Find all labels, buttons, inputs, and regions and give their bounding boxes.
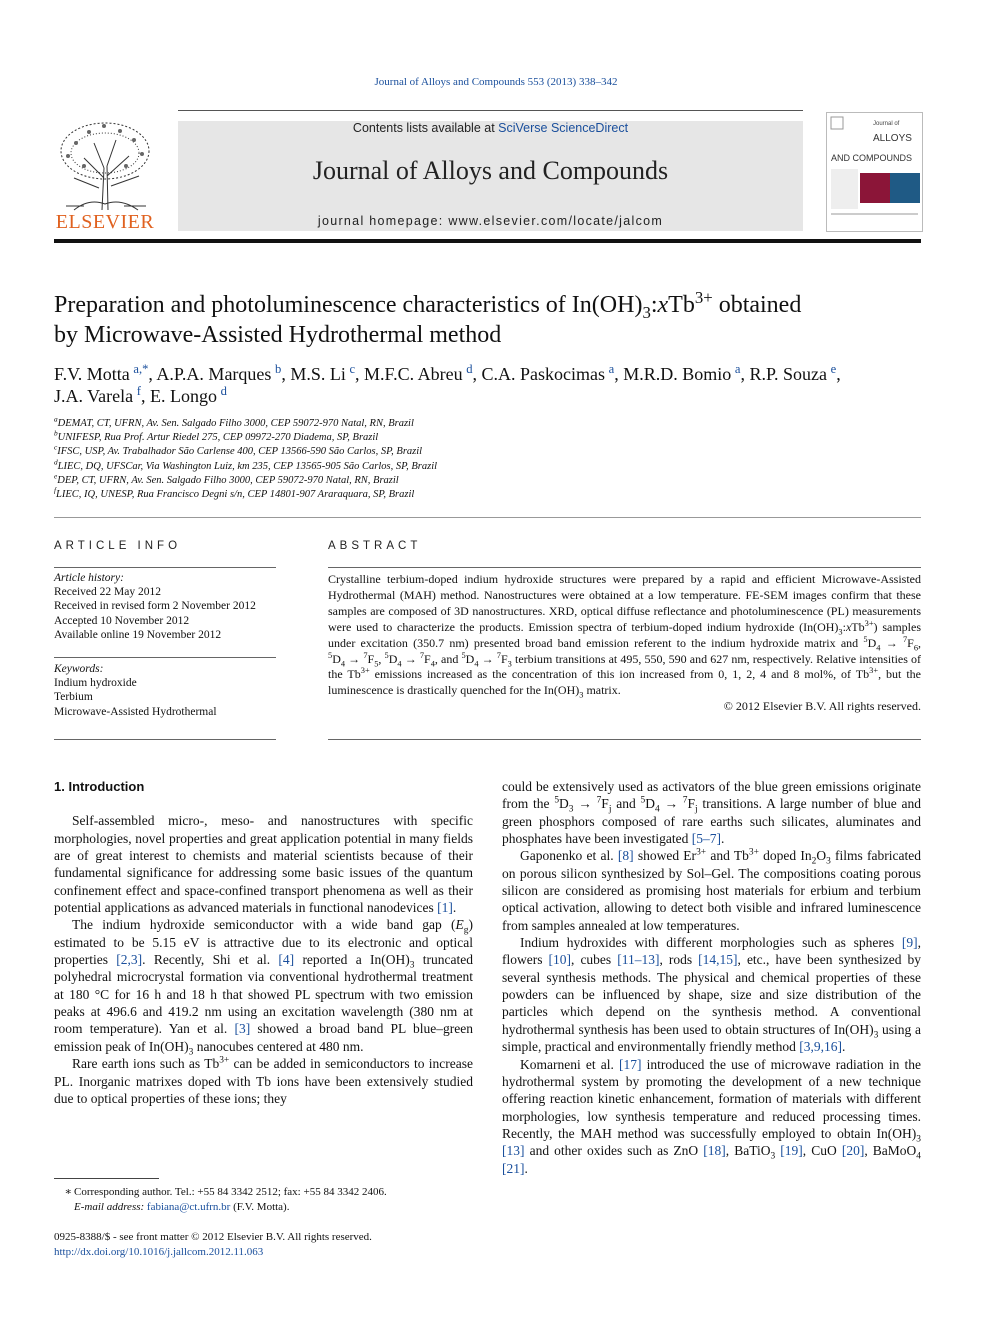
author: R.P. Souza $^e$, [749,362,841,384]
history-item: Received in revised form 2 November 2012 [54,600,256,613]
citation-link[interactable]: [20] [841,1143,865,1159]
paragraph: The indium hydroxide semiconductor with a wide band gap $(E_g)$ estimated to be 5.15 eV is attractive due to its electronic and optical properties [2,3]. Recently, Shi et al. [4] reported a $In(OH)_3$ truncated polyhedral microcrystal formation via conventional hydrothermal treatment at 180 °C for 16 h and 18 h that showed PL spectrum with two emission peaks at 496.6 and 419.2 nm using an excitation wavelength (380 nm at room temperature). Yan et al. [3] showed a broad band PL blue–green emission peak of $In(OH)_3$ nanocubes centered at 480 nm. [54,917,473,1058]
affiliation: $^c$IFSC, USP, Av. Trabalhador São Carlense 400, CEP 13566-590 São Carlos, SP, Brazil [54,442,423,458]
citation-link[interactable]: [17] [619,1056,642,1072]
paragraph: Komarneni et al. [17] introduced the use of microwave radiation in the hydrothermal system by promoting the development of a new technique offering reaction kinetic enhancement, formation of materials with different morphologies, low synthesis temperature and reduced processing times. Recently, the MAH method was successfully employed to obtain $In(OH)_3$ [13] and other oxides such as ZnO [18], BaTiO$_3$ [19], CuO [20], BaMoO$_4$ [21]. [502,1056,922,1176]
author: M.S. Li $^c$, [290,362,365,384]
abstract-body: Crystalline terbium-doped indium hydroxide structures were prepared by a rapid and efficient Microwave-Assisted Hydrothermal (MAH) method. Nanostructures were obtained at a low temperature. FE-SEM images confirm that these samples are composed of 3D nanostructures. XRD, optical diffuse reflectance and photoluminescence (PL) measurements were used to characterize the products. Emission spectra of terbium-doped indium hydroxide $(In(OH)_3:xTb^{3+})$ samples under excitation (350.7 nm) presented broad band emission referent to the indium hydroxide matrix and $^5D_4 \to ^7F_6$, $^5D_4 \to ^7F_5$, $^5D_4 \to ^7F_4$, and $^5D_4 \to ^7F_3$ terbium transitions at 495, 550, 590 and 627 nm, respectively. Relative intensities of the $Tb^{3+}$ emissions increased as the concentration of this ion increased from 0, 1, 2, 4 and 8 mol%, of $Tb^{3+}$, but the luminescence is drastically quenched for the $In(OH)_3$ matrix. © 2012 Elsevier B.V. All rights reserved. [328,572,922,714]
author: F.V. Motta $^{a,*}$, [54,362,157,384]
citation-link[interactable]: [11–13] [617,952,660,968]
email-owner: (F.V. Motta). [233,1200,290,1213]
title-text: obtained [712,292,802,318]
citation-link[interactable]: [3,9,16] [799,1039,843,1055]
abstract-copyright: © 2012 Elsevier B.V. All rights reserved. [723,699,921,714]
paragraph: could be extensively used as activators of the blue green emissions originate from the $^5D_3 \to ^7F_j$ and $^5D_4 \to ^7F_j$ transitions. A large number of blue and green phosphors composed of rare earths such silicates, aluminates and phosphates have been investigated [5–7]. [502,779,921,847]
affiliation-link[interactable]: a [734,362,741,376]
affiliation-link[interactable]: a [608,362,615,376]
contents-line [178,121,803,135]
citation-link[interactable]: [10] [548,952,572,968]
title-line-2: by Microwave-Assisted Hydrothermal method [54,322,502,348]
citation-link[interactable]: [1] [437,900,453,916]
keywords-label: Keywords: [54,663,104,675]
keyword: Terbium [54,691,93,704]
homepage-prefix: journal homepage: [317,214,444,228]
author: C.A. Paskocimas $^a$, [481,362,624,384]
citation-link[interactable]: [14,15] [698,952,738,968]
author: A.P.A. Marques $^b$, [156,362,291,384]
article-title [54,290,921,350]
journal-homepage [178,214,803,228]
article-info-heading: ARTICLE INFO [54,540,182,552]
email-label: E-mail address: [74,1200,145,1213]
affiliation-link[interactable]: a,* [133,362,149,376]
footnote-rule [54,1178,159,1179]
article-info-rule [54,739,276,740]
citation-link[interactable]: [2,3] [116,952,143,968]
affiliation: $^e$DEP, CT, UFRN, Av. Sen. Salgado Filho 3000, CEP 59072-970 Natal, RN, Brazil [54,471,399,486]
citation-link[interactable]: [19] [780,1143,803,1159]
journal-title: Journal of Alloys and Compounds [312,156,669,185]
citation-link[interactable]: [8] [617,848,634,864]
issn-block [54,1230,554,1259]
title-sup: 3+ [694,288,713,307]
affiliation: $^a$DEMAT, CT, UFRN, Av. Sen. Salgado Filho 3000, CEP 59072-970 Natal, RN, Brazil [54,414,414,429]
history-item: Received 22 May 2012 [54,586,161,599]
author: E. Longo $^d$ [149,384,227,406]
section-heading-introduction: 1. Introduction [54,779,145,794]
homepage-url[interactable]: www.elsevier.com/locate/jalcom [448,214,664,228]
affiliation-link[interactable]: c [349,362,356,376]
article-history [54,571,276,642]
paragraph: Gaponenko et al. [8] showed $Er^{3+}$ and $Tb^{3+}$ doped $In_2O_3$ films fabricated on porous silicon synthesized by Sol–Gel. The compositions coating porous silicon are considered as promising host materials for erbium and terbium optical activation, allowing to detect both visible and infrared luminescence from samples annealed at low temperatures. [502,847,922,933]
author: M.R.D. Bomio $^a$, [623,362,750,384]
citation-link[interactable]: [21] [502,1160,525,1176]
sciencedirect-link[interactable]: SciVerse ScienceDirect [498,121,629,135]
issn-line: 0925-8388/$ - see front matter © 2012 Elsevier B.V. All rights reserved. [54,1231,372,1243]
citation-link[interactable]: [4] [278,952,295,968]
paragraph: Self-assembled micro-, meso- and nanostructures with specific morphologies, novel properties and great application potential in many fields are of great interest to chemists and material scientists because of their fundamental significance for addressing some basic issues of the quantum confinement effect and space-confined transport phenomena as well as their potential applications as advanced materials in functional nanodevices [1]. [54,813,473,916]
section-rule [54,517,921,518]
contents-prefix: Contents lists available at [352,121,495,135]
citation-link[interactable]: [5–7] [691,831,721,847]
running-head[interactable]: Journal of Alloys and Compounds 553 (2013) 338–342 [374,76,618,88]
elsevier-wordmark: ELSEVIER [55,211,155,233]
citation-link[interactable]: [18] [703,1143,726,1159]
title-italic-x: x [657,292,669,318]
paragraph: Rare earth ions such as $Tb^{3+}$ can be added in semiconductors to increase PL. Inorganic matrixes doped with Tb ions have been extensively studied due to optical properties of these ions; they [54,1055,473,1106]
article-info-rule [54,567,276,568]
abstract-rule [328,739,921,740]
author-list [54,363,921,407]
title-text: : [650,292,658,318]
affiliation-link[interactable]: b [275,362,282,376]
citation-link[interactable]: [9] [901,935,918,951]
affiliation-list [54,414,921,502]
affiliation: $^d$LIEC, DQ, UFSCar, Via Washington Luiz, km 235, CEP 13565-905 São Carlos, SP, Brazil [54,457,438,472]
article-info-rule [54,657,276,658]
header-thick-rule [54,239,921,243]
body-column-left [54,778,473,1107]
journal-cover-thumbnail [826,112,923,232]
affiliation: $^b$UNIFESP, Rua Prof. Artur Riedel 275, CEP 09972-270 Diadema, SP, Brazil [54,428,379,444]
paragraph: Indium hydroxides with different morphologies such as spheres [9], flowers [10], cubes [11–13], rods [14,15], etc., have been synthesized by several synthesis methods. The physical and chemical properties of these powders can be influenced by shape, size and size distribution of the particles which depend on the synthesis method. A conventional hydrothermal synthesis has been used to obtain structures of $In(OH)_3$ using a simple, practical and environmentally friendly method [3,9,16]. [502,935,922,1055]
title-text: Preparation and photoluminescence characteristics of In(OH) [54,292,643,318]
affiliation-link[interactable]: f [136,384,141,398]
cover-line-2: ALLOYS [873,133,912,144]
history-item: Available online 19 November 2012 [54,628,222,641]
email-link[interactable]: fabiana@ct.ufrn.br [146,1200,231,1213]
keyword: Microwave-Assisted Hydrothermal [54,705,217,718]
citation-link[interactable]: [3] [234,1021,251,1037]
title-text: Tb [668,292,695,318]
corresponding-author-footnote [54,1185,473,1214]
abstract-rule [328,567,921,568]
body-column-right [502,778,921,1177]
author: J.A. Varela $^f$, [54,384,150,406]
history-item: Accepted 10 November 2012 [54,614,190,627]
abstract-heading: ABSTRACT [328,540,422,552]
cover-line-3: AND COMPOUNDS [831,153,913,163]
affiliation-link[interactable]: d [220,384,227,398]
history-label: Article history: [54,572,124,584]
affiliation-link[interactable]: d [466,362,473,376]
affiliation: $^f$LIEC, IQ, UNESP, Rua Francisco Degni s/n, CEP 14801-907 Araraquara, SP, Brazil [54,485,415,501]
citation-link[interactable]: [13] [502,1143,525,1159]
keyword: Indium hydroxide [54,677,137,690]
affiliation-link[interactable]: e [830,362,837,376]
cover-line-1: Journal of [873,121,900,127]
asterisk-icon: ∗ [64,1186,72,1198]
header-rule [178,110,803,111]
doi-link[interactable]: http://dx.doi.org/10.1016/j.jallcom.2012.11.063 [54,1245,264,1258]
corresponding-author-text: Corresponding author. Tel.: +55 84 3342 2512; fax: +55 84 3342 2406. [74,1186,387,1198]
author: M.F.C. Abreu $^d$, [364,362,482,384]
keywords [54,662,276,719]
title-sub: 3 [642,302,651,322]
